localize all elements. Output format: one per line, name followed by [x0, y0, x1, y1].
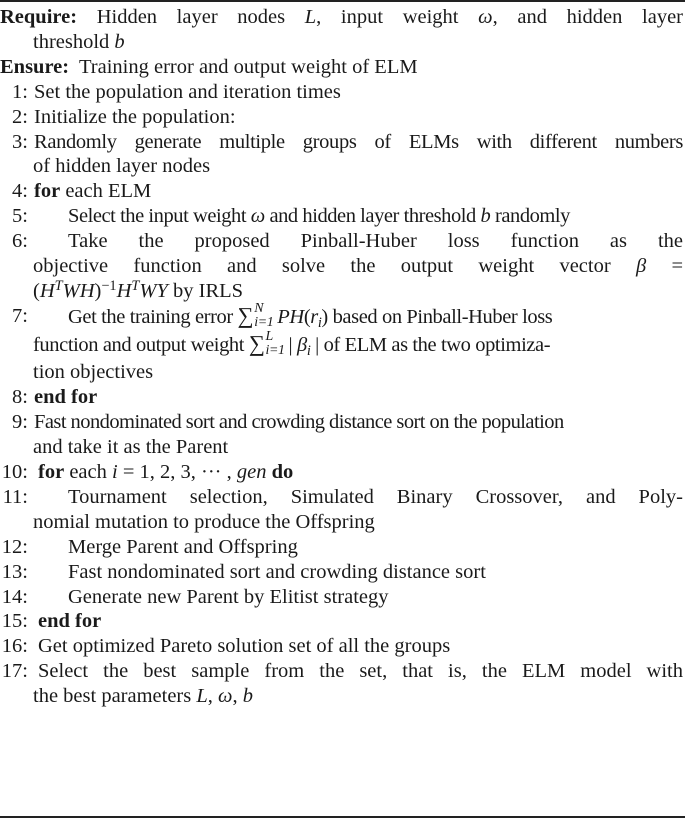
output-weight-formula: $(H^TWH)^{-1}H^TWY$ by IRLS — [33, 277, 244, 302]
step-9-cont: and take it as the Parent — [33, 436, 229, 459]
step-number: 14: — [1, 585, 28, 608]
require-line: Require: Hidden layer nodes L, input weight ω, and hidden layer — [0, 6, 683, 28]
for-keyword: for — [34, 180, 61, 203]
ensure-text: Training error and output weight of ELM — [79, 55, 418, 78]
step-number: 11: — [2, 485, 28, 508]
step-16: 16: Get optimized Pareto solution set of all the groups — [1, 635, 451, 658]
step-number: 13: — [1, 560, 28, 583]
algorithm-body — [0, 5, 683, 709]
step-17-cont: the best parameters L, ω, b — [33, 685, 253, 708]
step-number: 1: — [12, 80, 28, 103]
step-number: 16: — [1, 635, 28, 658]
step-number: 5: — [12, 205, 28, 228]
step-6: 6: Take the proposed Pinball-Huber loss function as the — [0, 229, 683, 254]
step-7-cont — [0, 329, 683, 360]
step-14: 14: Generate new Parent by Elitist strategy — [1, 585, 389, 608]
ensure-line — [0, 55, 683, 80]
bottom-rule — [0, 816, 685, 818]
step-5: 5: Select the input weight ω and hidden layer threshold b randomly — [0, 204, 683, 229]
ensure-keyword: Ensure: — [0, 55, 70, 78]
step-number: 3: — [12, 130, 28, 153]
require-keyword: Require: — [0, 6, 78, 28]
step-11: 11: Tournament selection, Simulated Binary Crossover, and Poly- — [0, 485, 683, 510]
step-15 — [0, 609, 683, 634]
require-line-cont: threshold b — [33, 30, 125, 53]
step-9: 9: Fast nondominated sort and crowding distance sort on the population — [0, 410, 683, 435]
step-17: 17: Select the best sample from the set, that is, the ELM model with — [1, 660, 683, 683]
step-13: 13: Fast nondominated sort and crowding distance sort — [1, 560, 486, 583]
step-number: 9: — [12, 411, 28, 434]
step-2: 2: Initialize the population: — [0, 105, 683, 130]
step-3: 3: Randomly generate multiple groups of ELMs with different numbers — [0, 130, 683, 155]
output-weight-sum-formula: function and output weight ∑ L i=1 | $\beta_i$ | of ELM as the two optimiza- — [33, 329, 551, 360]
step-number: 10: — [1, 460, 28, 483]
step-number: 8: — [12, 386, 28, 409]
step-number: 7: — [12, 304, 28, 327]
step-11-cont: nomial mutation to produce the Offspring — [33, 510, 375, 533]
step-7-cont2: tion objectives — [33, 361, 154, 384]
step-7 — [0, 301, 683, 332]
step-10: 10: for each i = 1, 2, 3, ··· , gen do — [1, 460, 294, 483]
step-6-cont: objective function and solve the output weight vector β = — [33, 255, 684, 278]
training-error-formula: Get the training error ∑ N i=1 $PH(r_i)$ based on Pinball-Huber loss — [68, 301, 553, 332]
step-number: 2: — [12, 105, 28, 128]
step-4: 4: for each ELM — [0, 179, 683, 204]
step-number: 15: — [1, 610, 28, 633]
end-for-keyword: end for — [34, 386, 98, 409]
step-number: 12: — [1, 535, 28, 558]
step-number: 6: — [12, 230, 28, 253]
step-number: 4: — [12, 180, 28, 203]
step-6-cont2 — [0, 279, 683, 304]
step-number: 17: — [1, 660, 28, 683]
end-for-keyword: end for — [38, 610, 102, 633]
do-keyword: do — [271, 460, 294, 483]
top-rule — [0, 0, 685, 2]
step-8 — [0, 385, 683, 410]
for-keyword: for — [38, 460, 65, 483]
step-12: 12: Merge Parent and Offspring — [1, 535, 298, 558]
step-1: 1: Set the population and iteration times — [0, 80, 683, 105]
step-3-cont: of hidden layer nodes — [33, 155, 211, 178]
